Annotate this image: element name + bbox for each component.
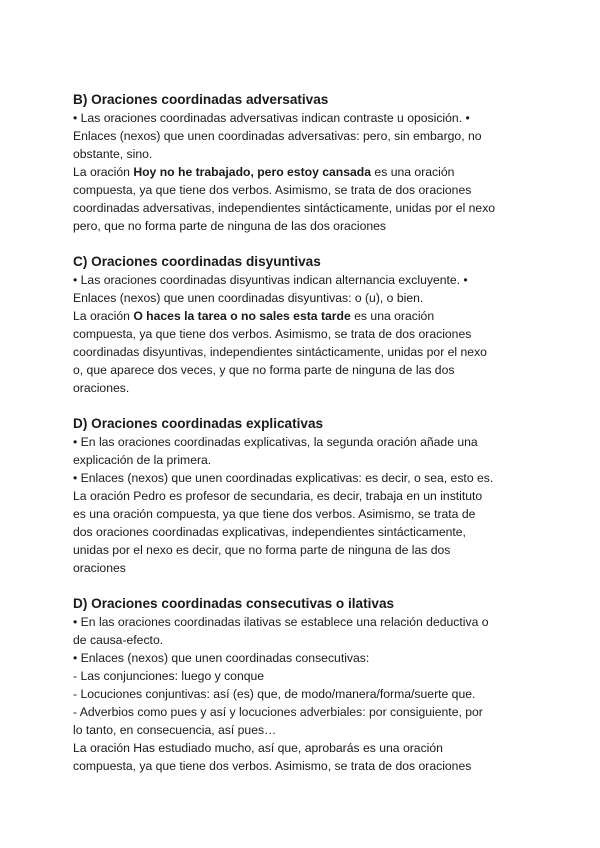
text-line: compuesta, ya que tiene dos verbos. Asimismo, se trata de dos oraciones: [73, 183, 472, 197]
text-line: lo tanto, en consecuencia, así pues…: [73, 723, 277, 737]
text-line: • En las oraciones coordinadas explicativas, la segunda oración añade una: [73, 435, 478, 449]
section-disyuntivas: [73, 253, 543, 397]
text-line: obstante, sino.: [73, 147, 153, 161]
section-heading: D) Oraciones coordinadas explicativas: [73, 416, 324, 431]
text-line: compuesta, ya que tiene dos verbos. Asimismo, se trata de dos oraciones: [73, 327, 472, 341]
text-line: oraciones: [73, 561, 126, 575]
text-line: La oración Pedro es profesor de secundaria, es decir, trabaja en un instituto: [73, 489, 483, 503]
text-line: La oración Has estudiado mucho, así que, aprobarás es una oración: [73, 741, 443, 755]
text-line: oraciones.: [73, 381, 130, 395]
text-line: • Las oraciones coordinadas disyuntivas indican alternancia excluyente. •: [73, 273, 468, 287]
text-line: es una oración compuesta, ya que tiene dos verbos. Asimismo, se trata de: [73, 507, 476, 521]
section-adversativas: [73, 91, 543, 235]
text-line: Enlaces (nexos) que unen coordinadas adversativas: pero, sin embargo, no: [73, 129, 482, 143]
text-line: La oración Hoy no he trabajado, pero estoy cansada es una oración: [73, 165, 455, 179]
text-line: de causa-efecto.: [73, 633, 164, 647]
section-explicativas: [73, 415, 543, 577]
text-line: coordinadas adversativas, independientes sintácticamente, unidas por el nexo: [73, 201, 496, 215]
example-sentence: O haces la tarea o no sales esta tarde: [133, 309, 351, 323]
text-line: dos oraciones coordinadas explicativas, independientes sintácticamente,: [73, 525, 466, 539]
text-line: compuesta, ya que tiene dos verbos. Asimismo, se trata de dos oraciones: [73, 759, 472, 773]
text-line: Enlaces (nexos) que unen coordinadas disyuntivas: o (u), o bien.: [73, 291, 424, 305]
text-line: coordinadas disyuntivas, independientes sintácticamente, unidas por el nexo: [73, 345, 487, 359]
text-line: La oración O haces la tarea o no sales esta tarde es una oración: [73, 309, 435, 323]
text-line: pero, que no forma parte de ninguna de las dos oraciones: [73, 219, 387, 233]
example-sentence: Hoy no he trabajado, pero estoy cansada: [133, 165, 372, 179]
text-line: • Las oraciones coordinadas adversativas indican contraste u oposición. •: [73, 111, 470, 125]
document-page: [73, 91, 543, 793]
text-line: • Enlaces (nexos) que unen coordinadas explicativas: es decir, o sea, esto es.: [73, 471, 494, 485]
section-heading: B) Oraciones coordinadas adversativas: [73, 92, 329, 107]
text-line: - Adverbios como pues y así y locuciones adverbiales: por consiguiente, por: [73, 705, 483, 719]
text-line: - Locuciones conjuntivas: así (es) que, de modo/manera/forma/suerte que.: [73, 687, 476, 701]
text-line: • En las oraciones coordinadas ilativas se establece una relación deductiva o: [73, 615, 489, 629]
text-line: - Las conjunciones: luego y conque: [73, 669, 265, 683]
text-line: • Enlaces (nexos) que unen coordinadas consecutivas:: [73, 651, 370, 665]
section-consecutivas: [73, 595, 543, 775]
section-heading: D) Oraciones coordinadas consecutivas o ilativas: [73, 596, 395, 611]
text-line: o, que aparece dos veces, y que no forma parte de ninguna de las dos: [73, 363, 455, 377]
text-line: explicación de la primera.: [73, 453, 212, 467]
section-heading: C) Oraciones coordinadas disyuntivas: [73, 254, 321, 269]
text-line: unidas por el nexo es decir, que no forma parte de ninguna de las dos: [73, 543, 451, 557]
